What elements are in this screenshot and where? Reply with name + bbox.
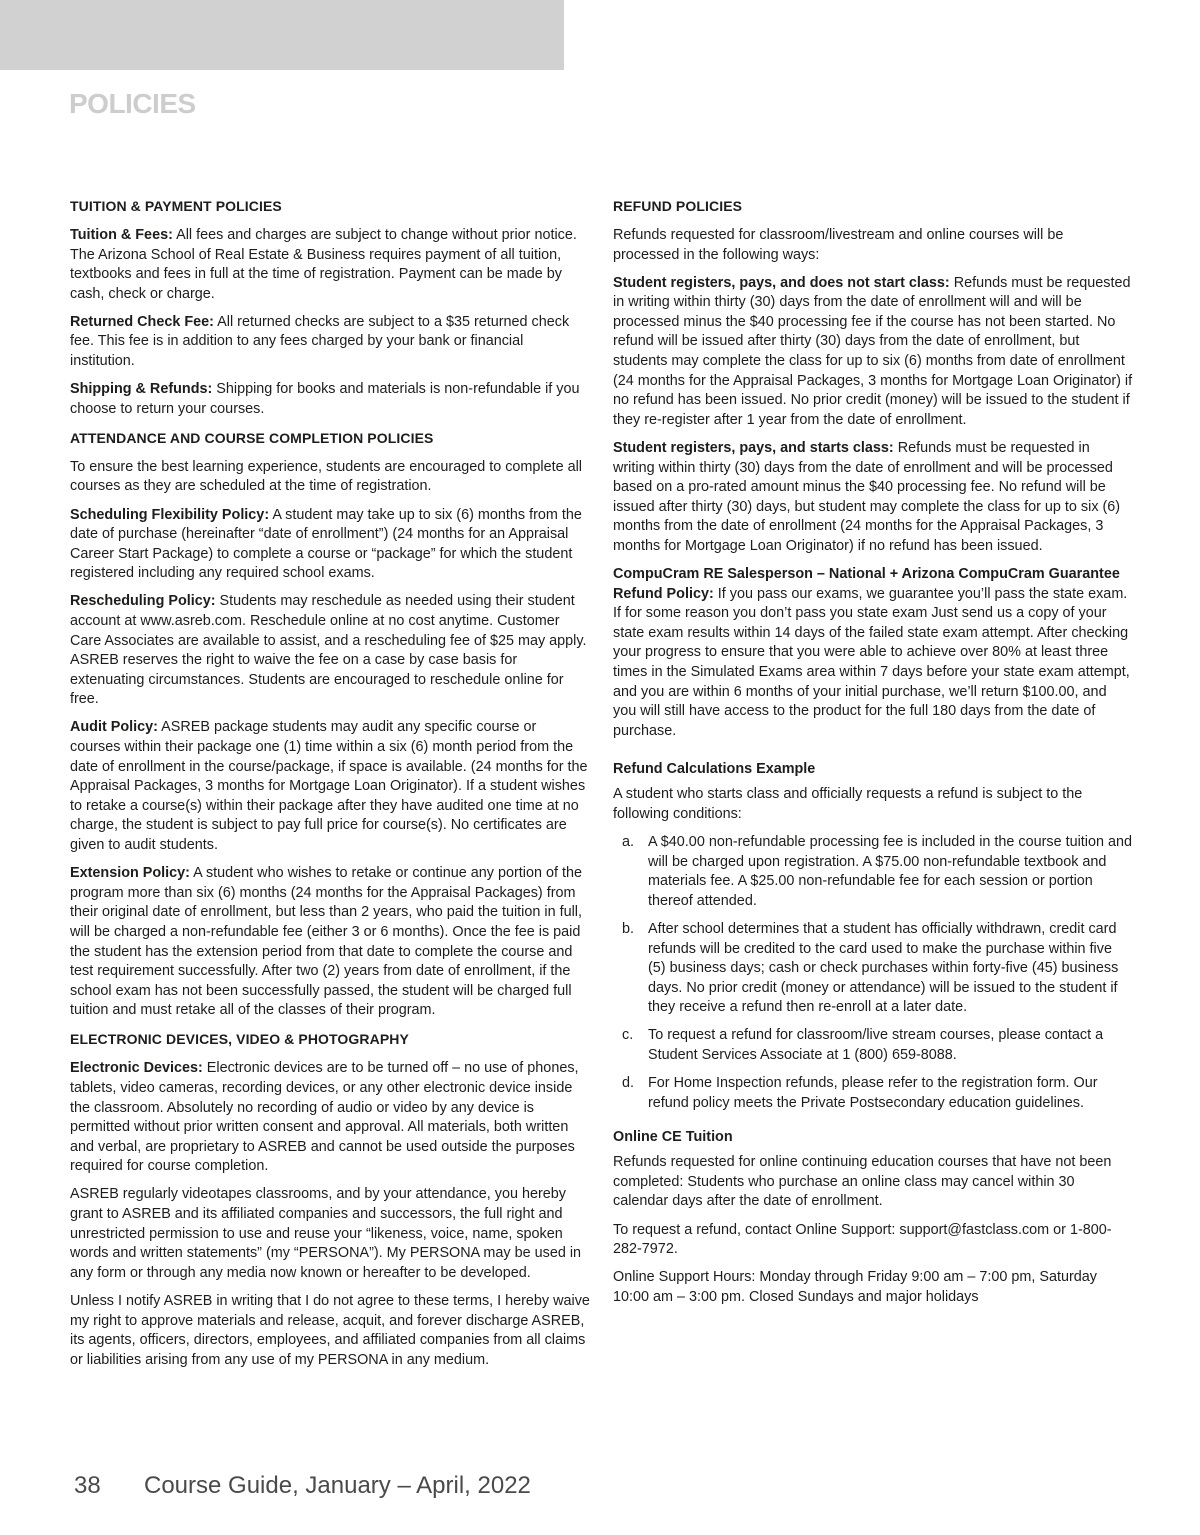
header-band [0, 0, 564, 70]
starts-paragraph [613, 439, 1133, 557]
scheduling-paragraph [70, 506, 590, 584]
audit-label: Audit Policy: [70, 719, 158, 736]
rescheduling-text: Students may reschedule as needed using their student account at www.asreb.com. Reschedule online at no cost anytime. Customer Care Associates are available to assist, and a rescheduling fee of $25 may apply. ASREB reserves the right to waive the fee on a case by case basis for extenuating circumstances. Students are encouraged to reschedule online for free. [70, 593, 587, 708]
list-marker: b. [622, 920, 635, 937]
list-item [613, 1074, 1133, 1113]
list-item-text: A $40.00 non-refundable processing fee is included in the course tuition and will be charged upon registration. A $75.00 non-refundable textbook and materials fee. A $25.00 non-refundable fee for each session or portion thereof attended. [648, 834, 1133, 909]
not-start-text: Refunds must be requested in writing within thirty (30) days from the date of enrollment will and will be processed minus the $40 processing fee if the course has not been started. No refund will be issued after thirty (30) days from the date of enrollment, but students may complete the class for up to six (6) months from date of enrollment (24 months for the Appraisal Packages, 3 months for Mortgage Loan Originator) if no refund has been issued. No prior credit (money) will be issued to the student if they re-register after 1 year from the date of enrollment. [613, 274, 1133, 428]
audit-paragraph [70, 718, 590, 855]
tuition-fees-paragraph [70, 226, 590, 304]
audit-text: ASREB package students may audit any specific course or courses within their package one (1) time within a six (6) month period from the date of enrollment in the course/package, if space is available. (24 months for the Appraisal Packages, 3 months for Mortgage Loan Originator). If a student wishes to retake a course(s) within their package after they have audited one time at no charge, the student is subject to pay full price for course(s). No certificates are given to audit students. [70, 719, 588, 854]
electronic-text: Electronic devices are to be turned off – no use of phones, tablets, video cameras, recording devices, or any other electronic device inside the classroom. Absolutely no recording of audio or video by any device is permitted without prior written consent and approval. All materials, both written and verbal, are proprietary to ASREB and cannot be used outside the purposes required for course completion. [70, 1060, 579, 1175]
refund-intro: Refunds requested for classroom/livestream and online courses will be processed in the following ways: [613, 227, 1064, 263]
online-ce-text: Refunds requested for online continuing education courses that have not been completed: Students who purchase an online class may cancel within 30 calendar days after the date of enrollment. [613, 1154, 1112, 1210]
tuition-heading: TUITION & PAYMENT POLICIES [70, 198, 282, 214]
list-item-text: For Home Inspection refunds, please refer to the registration form. Our refund policy meets the Private Postsecondary education guidelines. [648, 1075, 1098, 1111]
shipping-paragraph [70, 380, 590, 419]
left-column [70, 196, 590, 1379]
returned-check-text: All returned checks are subject to a $35 returned check fee. This fee is in addition to any fees charged by your bank or financial institution. [70, 313, 570, 370]
starts-text: Refunds must be requested in writing within thirty (30) days from the date of enrollment and will be processed based on a pro-rated amount minus the $40 processing fee. No refund will be issued after thirty (30) days, but student may complete the class for up to six (6) months from the date of enrollment (24 months for the Appraisal Packages, 3 months for Mortgage Loan Originator) if no refund has been issued. [613, 439, 1121, 554]
attendance-heading: ATTENDANCE AND COURSE COMPLETION POLICIES [70, 429, 434, 446]
right-column [613, 196, 1133, 1316]
starts-label: Student registers, pays, and starts class: [613, 439, 894, 456]
extension-label: Extension Policy: [70, 865, 190, 882]
list-item-text: After school determines that a student has officially withdrawn, credit card refunds will be credited to the card used to make the purchase within five (5) business days; cash or check purchases within forty-five (45) business days. No prior credit (money or attendance) will be issued to the student if they receive a refund then re-enroll at a later date. [648, 920, 1119, 1016]
compucram-label: CompuCram RE Salesperson – National + Arizona CompuCram Guarantee Refund Policy: [613, 566, 1120, 602]
rescheduling-paragraph [70, 592, 590, 710]
scheduling-text: A student may take up to six (6) months from the date of purchase (hereinafter “date of enrollment”) (24 months for an Appraisal Career Start Package) to complete a course or “package” for which the student registered including any required school exams. [70, 506, 582, 582]
page-footer [74, 1472, 531, 1500]
page-title: POLICIES [69, 88, 196, 119]
list-marker: c. [622, 1027, 634, 1044]
tuition-fees-label: Tuition & Fees: [70, 227, 173, 243]
list-marker: d. [622, 1075, 635, 1092]
returned-check-label: Returned Check Fee: [70, 313, 214, 330]
rescheduling-label: Rescheduling Policy: [70, 593, 216, 610]
scheduling-label: Scheduling Flexibility Policy: [70, 506, 270, 523]
support-hours: Online Support Hours: Monday through Friday 9:00 am – 7:00 pm, Saturday 10:00 am – 3:00 pm. Closed Sundays and major holidays [613, 1269, 1097, 1305]
list-item [613, 833, 1133, 911]
attendance-intro: To ensure the best learning experience, students are encouraged to complete all courses as they are scheduled at the time of registration. [70, 458, 582, 495]
page-number: 38 [74, 1472, 101, 1499]
list-item [613, 920, 1133, 1018]
electronic-paragraph [70, 1059, 590, 1177]
refund-heading: REFUND POLICIES [613, 198, 743, 214]
extension-text: A student who wishes to retake or continue any portion of the program more than six (6) months (24 months for the Appraisal Packages) from their original date of enrollment, but less than 2 years, who paid the tuition in full, will be charged a non-refundable fee (either 3 or 6 months). Once the fee is paid the student has the extension period from that date to complete the course and test requirement successfully. After two (2) years from date of enrollment, if the school exam has not been successfully passed, the student will be charged full tuition and must retake all of the classes of their program. [70, 865, 582, 1019]
refund-calculations-intro: A student who starts class and officially requests a refund is subject to the following conditions: [613, 786, 1083, 822]
electronic-label: Electronic Devices: [70, 1060, 203, 1077]
tuition-fees-text: All fees and charges are subject to change without prior notice. The Arizona School of Real Estate & Business requires payment of all tuition, textbooks and fees in full at the time of registration. Payment can be made by cash, check or charge. [70, 227, 577, 302]
list-marker: a. [622, 834, 635, 851]
online-ce-heading: Online CE Tuition [613, 1129, 733, 1146]
list-item [613, 1026, 1133, 1065]
compucram-paragraph [613, 565, 1133, 741]
list-item-text: To request a refund for classroom/live stream courses, please contact a Student Services Associate at 1 (800) 659-8088. [648, 1027, 1104, 1063]
not-start-label: Student registers, pays, and does not start class: [613, 274, 950, 291]
compucram-text: If you pass our exams, we guarantee you’ll pass the state exam. If for some reason you don’t pass you state exam Just send us a copy of your state exam results within 14 days of the failed state exam attempt. After checking your progress to ensure that you were able to achieve over 80% at least three times in the Simulated Exams area within 7 days before your state exam attempt, and you are within 6 months of your initial purchase, we’ll return $100.00, and you will still have access to the product for the full 180 days from the date of purchase. [613, 585, 1130, 739]
electronic-heading: ELECTRONIC DEVICES, VIDEO & PHOTOGRAPHY [70, 1031, 409, 1048]
refund-contact: To request a refund, contact Online Support: support@fastclass.com or 1-800-282-7972. [613, 1221, 1112, 1258]
refund-conditions-list [613, 833, 1133, 1113]
extension-paragraph [70, 864, 590, 1021]
not-start-paragraph [613, 274, 1133, 431]
videotape-paragraph: ASREB regularly videotapes classrooms, and by your attendance, you hereby grant to ASREB and its affiliated companies and successors, the full right and unrestricted permission to use and reuse your “likeness, voice, name, spoken words and written statements” (my “PERSONA”). My PERSONA may be used in any form or through any media now known or hereafter to be developed. [70, 1186, 582, 1281]
returned-check-paragraph [70, 313, 590, 372]
guide-title: Course Guide, January – April, 2022 [144, 1472, 531, 1499]
shipping-label: Shipping & Refunds: [70, 381, 213, 398]
refund-calculations-heading: Refund Calculations Example [613, 761, 816, 778]
waiver-paragraph: Unless I notify ASREB in writing that I do not agree to these terms, I hereby waive my right to approve materials and release, acquit, and forever discharge ASREB, its agents, officers, directors, employees, and affiliated companies from all claims or liabilities arising from any use of my PERSONA in any medium. [70, 1292, 590, 1368]
shipping-text: Shipping for books and materials is non-refundable if you choose to return your courses. [70, 381, 580, 417]
